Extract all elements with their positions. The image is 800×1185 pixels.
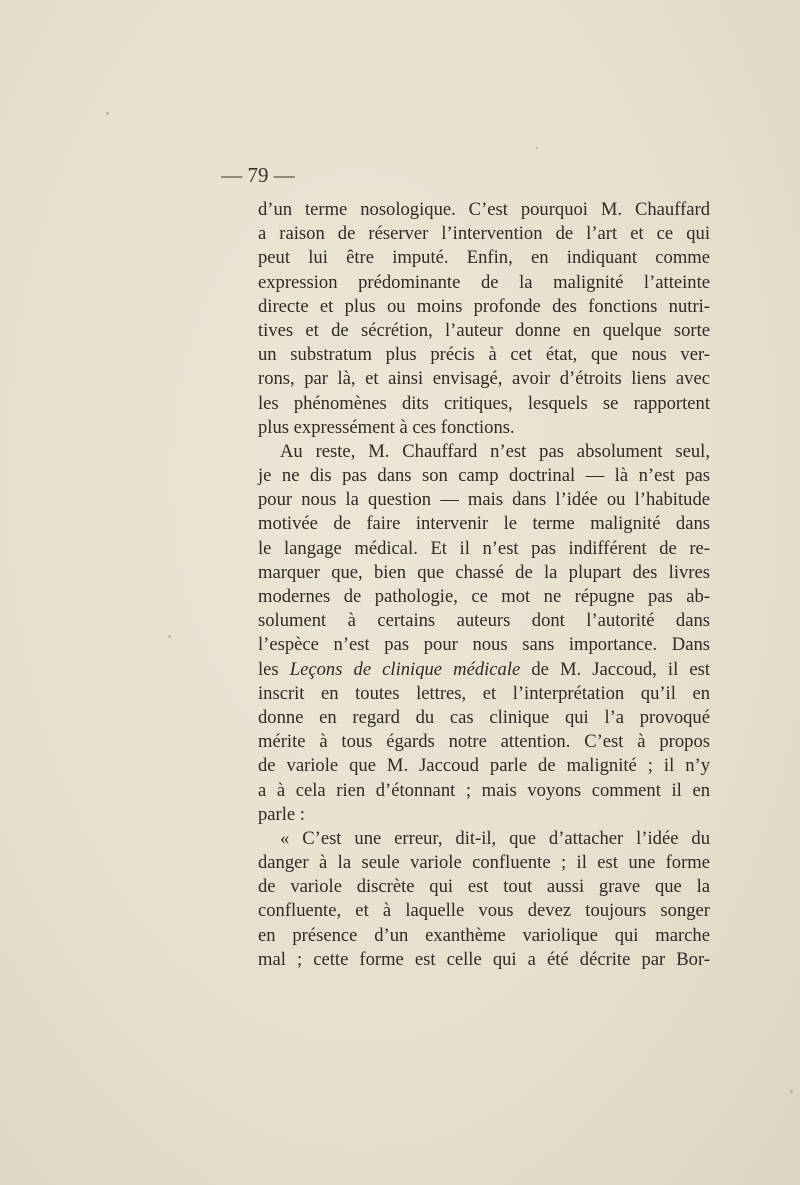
body-text xyxy=(258,198,710,972)
text-line: mérite à tous égards notre attention. C’est à propos xyxy=(258,731,710,753)
text-line: donne en regard du cas clinique qui l’a provoqué xyxy=(258,706,710,728)
text-line: rons, par là, et ainsi envisagé, avoir d’étroits liens avec xyxy=(258,368,710,390)
text-line: motivée de faire intervenir le terme malignité dans xyxy=(258,513,710,535)
text-line: l’espèce n’est pas pour nous sans importance. Dans xyxy=(258,634,710,656)
paper-spot xyxy=(106,112,109,115)
text-line: de variole discrète qui est tout aussi grave que la xyxy=(258,876,710,898)
text-line: le langage médical. Et il n’est pas indifférent de re- xyxy=(258,537,710,559)
text-line: de variole que M. Jaccoud parle de malignité ; il n’y xyxy=(258,755,710,777)
text-line: inscrit en toutes lettres, et l’interprétation qu’il en xyxy=(258,682,710,704)
text-line: d’un terme nosologique. C’est pourquoi M. Chauffard xyxy=(258,199,710,220)
text-line: les phénomènes dits critiques, lesquels se rapportent xyxy=(258,392,710,414)
paper-spot xyxy=(536,147,538,149)
text-line: a raison de réserver l’intervention de l’art et ce qui xyxy=(258,223,710,245)
text-line: un substratum plus précis à cet état, que nous ver- xyxy=(258,344,710,366)
text-line: solument à certains auteurs dont l’autorité dans xyxy=(258,610,710,632)
text-line: expression prédominante de la malignité l’atteinte xyxy=(258,271,710,293)
text-line: tives et de sécrétion, l’auteur donne en quelque sorte xyxy=(258,319,710,341)
text-line: les Leçons de clinique médicale de M. Jaccoud, il est xyxy=(258,658,710,680)
text-line: peut lui être imputé. Enfin, en indiquant comme xyxy=(258,247,710,269)
book-title: Leçons de clinique médicale xyxy=(289,658,521,680)
paper-spot xyxy=(168,635,171,638)
paper-spot xyxy=(790,1090,793,1093)
text-line: je ne dis pas dans son camp doctrinal — là n’est pas xyxy=(258,465,710,487)
text-line: en présence d’un exanthème variolique qui marche xyxy=(258,924,710,946)
text-line: pour nous la question — mais dans l’idée ou l’habitude xyxy=(258,489,710,511)
text-line: danger à la seule variole confluente ; il est une forme xyxy=(258,852,710,874)
text-line: modernes de pathologie, ce mot ne répugne pas ab- xyxy=(258,586,710,607)
text-line: marquer que, bien que chassé de la plupart des livres xyxy=(258,561,710,583)
text-line: a à cela rien d’étonnant ; mais voyons comment il en xyxy=(258,779,710,801)
text-line: mal ; cette forme est celle qui a été décrite par Bor- xyxy=(258,948,710,970)
text-line: Au reste, M. Chauffard n’est pas absolument seul, xyxy=(280,440,710,462)
page-number: — 79 — xyxy=(221,163,295,187)
text-line: « C’est une erreur, dit-il, que d’attacher l’idée du xyxy=(280,827,710,849)
text-line: parle : xyxy=(258,803,305,825)
text-line: plus expressément à ces fonctions. xyxy=(258,416,515,438)
text-line: confluente, et à laquelle vous devez toujours songer xyxy=(258,900,710,922)
text-line: directe et plus ou moins profonde des fonctions nutri- xyxy=(258,295,710,317)
